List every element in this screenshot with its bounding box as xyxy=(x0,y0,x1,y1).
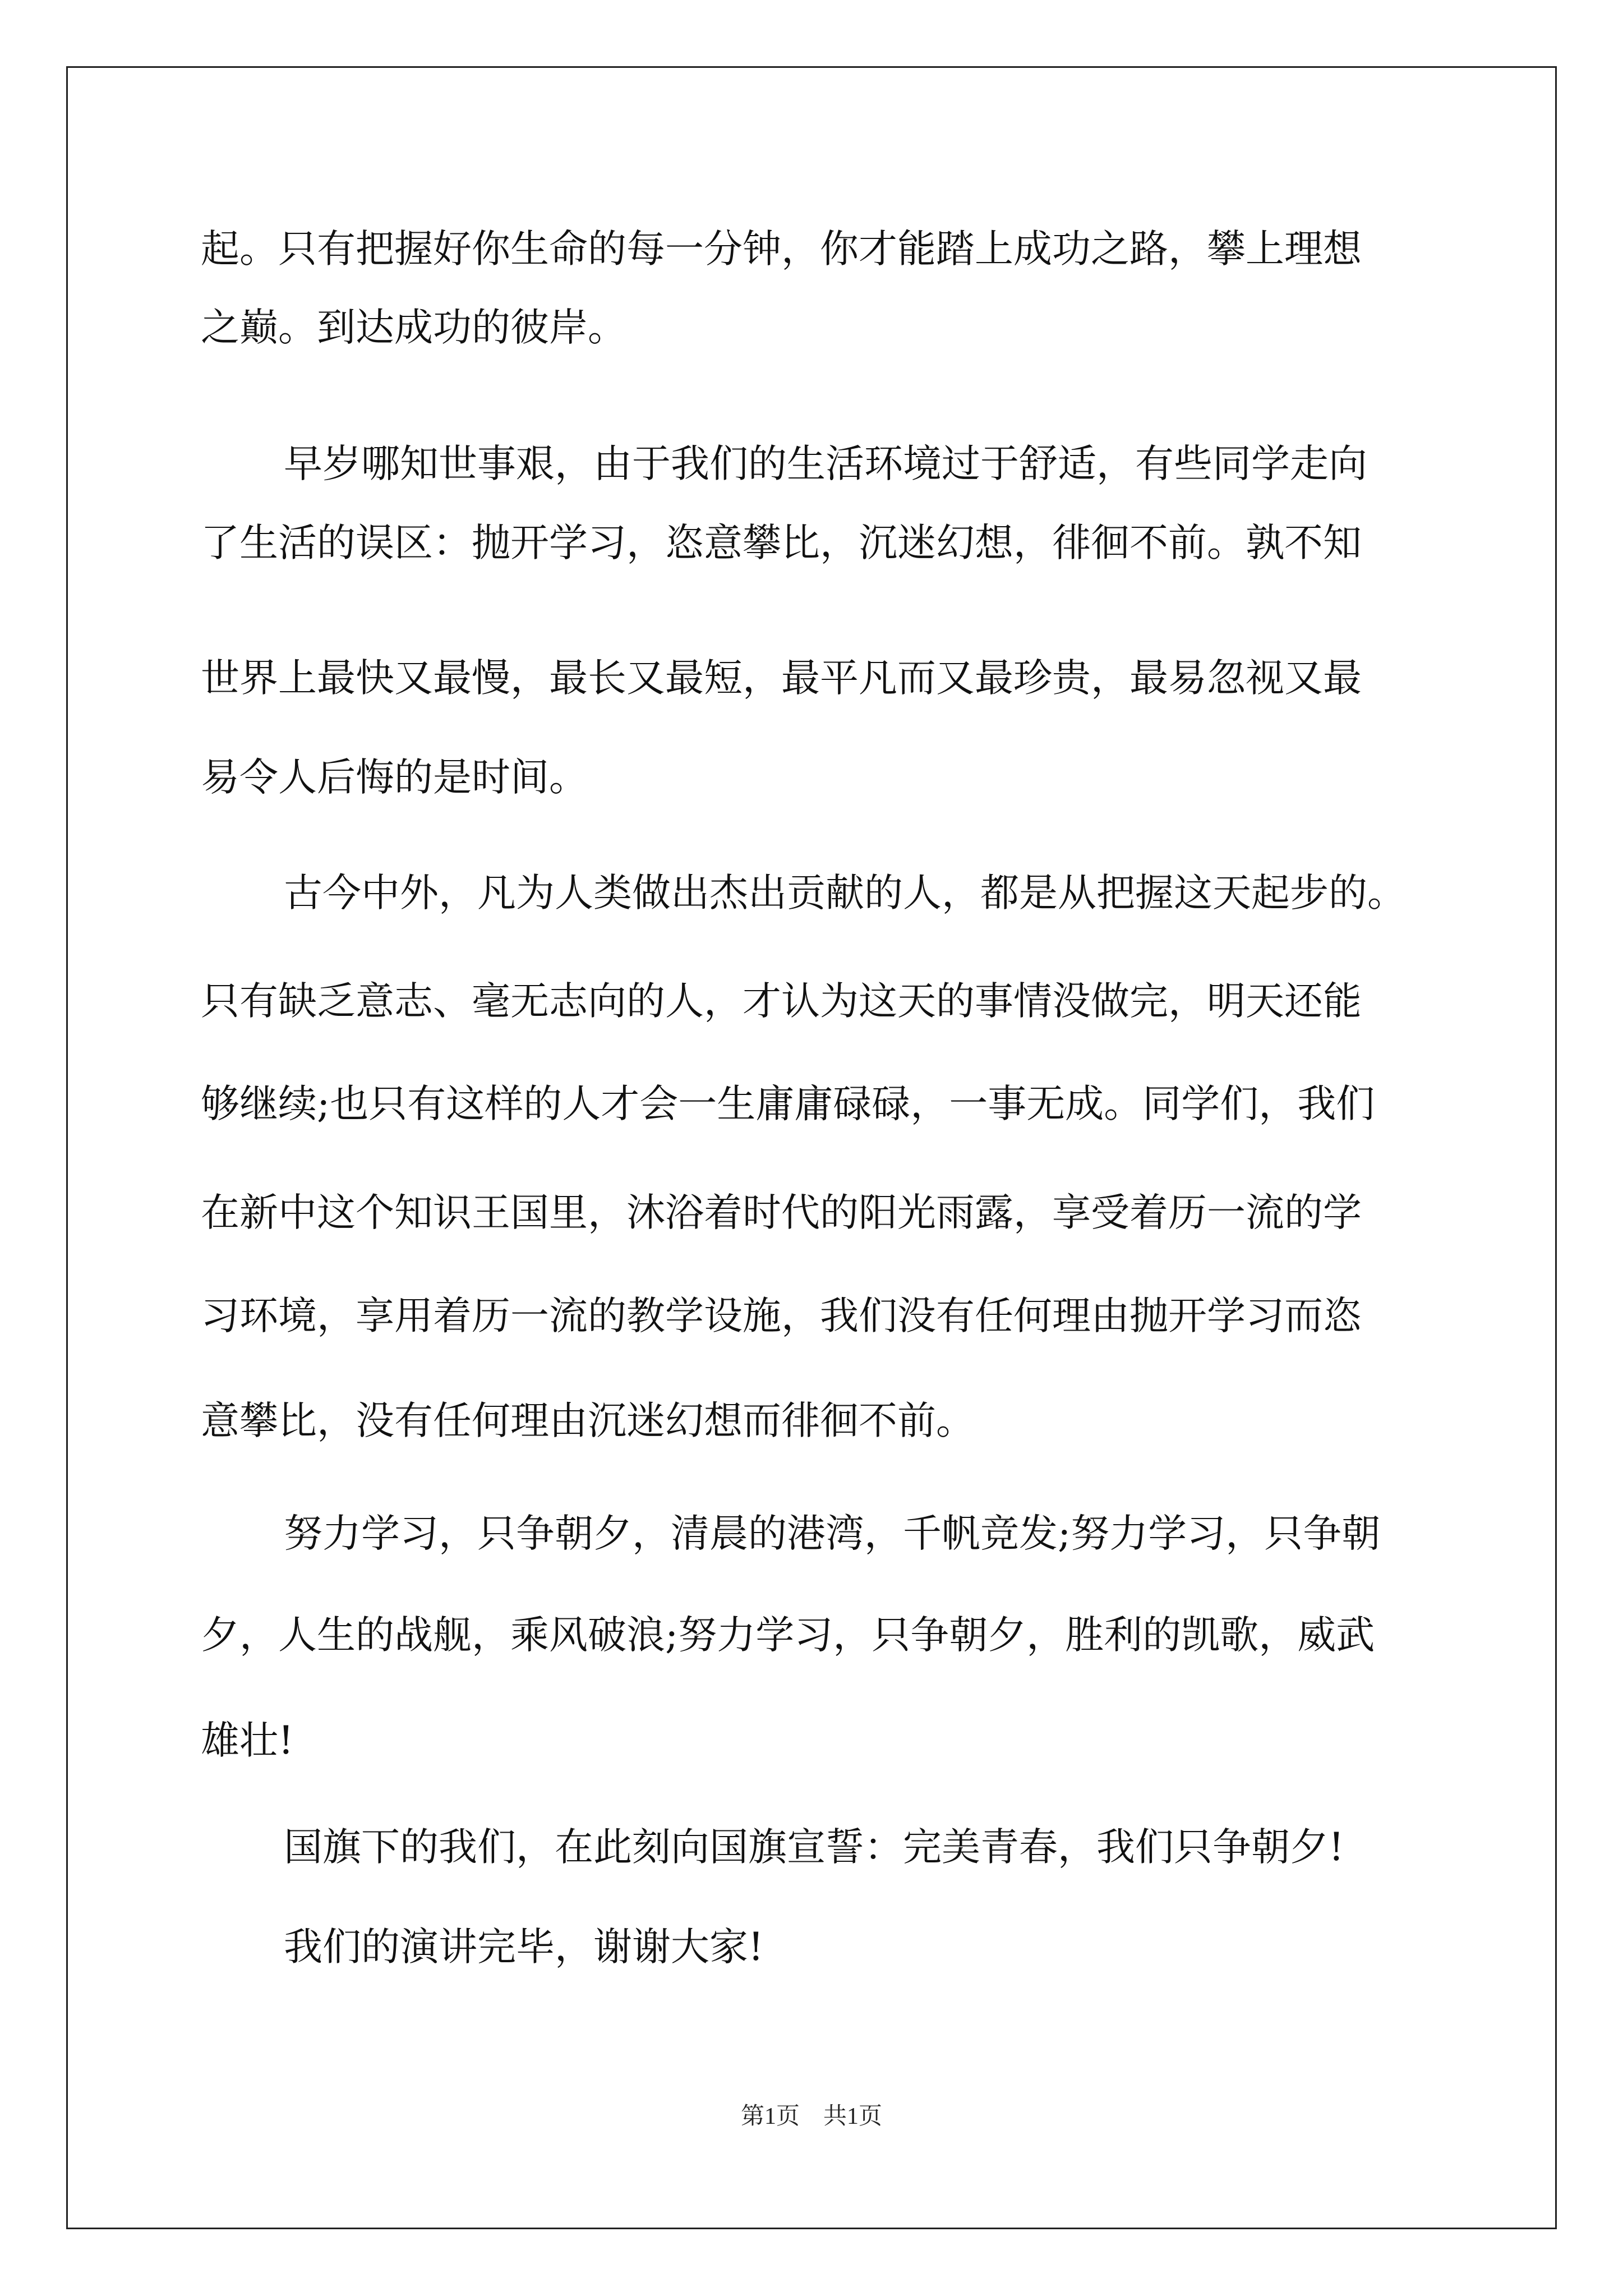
page-border xyxy=(66,66,1557,2229)
text-line: 雄壮! xyxy=(201,1718,294,1763)
text-line: 国旗下的我们，在此刻向国旗宣誓：完美青春，我们只争朝夕! xyxy=(284,1825,1344,1870)
text-line: 努力学习，只争朝夕，清晨的港湾，千帆竞发;努力学习，只争朝 xyxy=(284,1511,1381,1556)
text-line: 早岁哪知世事艰，由于我们的生活环境过于舒适，有些同学走向 xyxy=(284,441,1367,486)
text-line: 易令人后悔的是时间。 xyxy=(201,755,588,800)
text-line: 起。只有把握好你生命的每一分钟，你才能踏上成功之路，攀上理想 xyxy=(201,227,1362,272)
text-line: 了生活的误区：抛开学习，恣意攀比，沉迷幻想，徘徊不前。孰不知 xyxy=(201,521,1362,565)
text-line: 世界上最快又最慢，最长又最短，最平凡而又最珍贵，最易忽视又最 xyxy=(201,656,1362,701)
text-line: 古今中外，凡为人类做出杰出贡献的人，都是从把握这天起步的。 xyxy=(284,871,1406,915)
page-number-footer: 第1页 共1页 xyxy=(740,2104,882,2129)
text-line: 只有缺乏意志、毫无志向的人，才认为这天的事情没做完，明天还能 xyxy=(201,979,1362,1024)
text-line: 之巅。到达成功的彼岸。 xyxy=(201,305,626,350)
text-line: 够继续;也只有这样的人才会一生庸庸碌碌，一事无成。同学们，我们 xyxy=(201,1082,1375,1126)
text-line: 夕，人生的战舰，乘风破浪;努力学习，只争朝夕，胜利的凯歌，威武 xyxy=(201,1613,1375,1658)
text-line: 我们的演讲完毕，谢谢大家! xyxy=(284,1925,764,1970)
text-line: 意攀比，没有任何理由沉迷幻想而徘徊不前。 xyxy=(201,1398,975,1443)
text-line: 习环境，享用着历一流的教学设施，我们没有任何理由抛开学习而恣 xyxy=(201,1294,1362,1338)
text-line: 在新中这个知识王国里，沐浴着时代的阳光雨露，享受着历一流的学 xyxy=(201,1190,1362,1235)
